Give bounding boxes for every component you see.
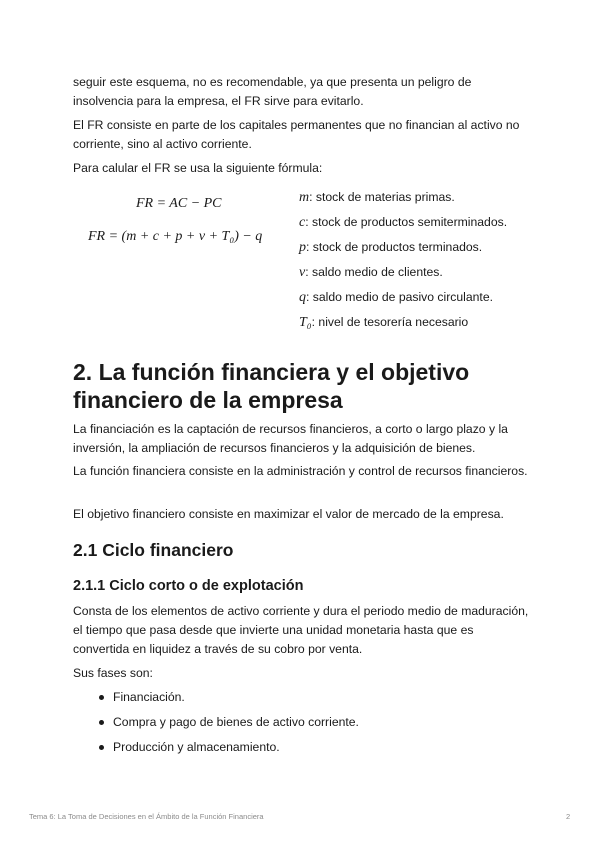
subsection-title-ciclo-financiero: 2.1 Ciclo financiero: [73, 540, 234, 560]
definition-symbol: p: [299, 240, 306, 255]
definition-text: : saldo medio de pasivo circulante.: [306, 290, 493, 304]
phases-list: [73, 688, 359, 763]
paragraph-fr-definition: El FR consiste en parte de los capitales permanentes que no financian al activo no corriente, sino al activo corriente.: [73, 118, 520, 151]
paragraph-intro: seguir este esquema, no es recomendable, ya que presenta un peligro de insolvencia para la empresa, el FR sirve para evitarlo.: [73, 75, 472, 108]
definition-symbol: T₀: [299, 315, 312, 330]
definition-q: [299, 287, 507, 312]
definition-text: : saldo medio de clientes.: [305, 265, 443, 279]
subsubsection-title-ciclo-corto: 2.1.1 Ciclo corto o de explotación: [73, 578, 304, 594]
formula-fr-expanded: FR = (m + c + p + v + T₀) − q: [88, 229, 263, 244]
paragraph-formula-intro: Para calular el FR se usa la siguiente fórmula:: [73, 161, 323, 175]
definition-symbol: q: [299, 290, 306, 305]
definition-m: [299, 187, 507, 212]
list-item: Compra y pago de bienes de activo corriente.: [73, 713, 359, 738]
definition-c: [299, 212, 507, 237]
page-number: 2: [566, 812, 571, 821]
footer-title: Tema 6: La Toma de Decisiones en el Ámbito de la Función Financiera: [29, 812, 264, 821]
paragraph-funcion-financiera: La función financiera consiste en la administración y control de recursos financieros.: [73, 464, 528, 478]
paragraph-ciclo-corto: Consta de los elementos de activo corriente y dura el periodo medio de maduración, el tiempo que pasa desde que invierte una unidad monetaria hasta que es convertida en liquidez a través de su cobro por venta.: [73, 604, 529, 656]
paragraph-financiacion: La financiación es la captación de recursos financieros, a corto o largo plazo y la inversión, la ampliación de recursos financieros y la adquisición de bienes.: [73, 422, 508, 455]
definition-symbol: c: [299, 215, 306, 230]
section-title-funcion-financiera: 2. La función financiera y el objetivo financiero de la empresa: [73, 359, 470, 413]
formula-definitions: [299, 187, 507, 337]
formula-fr-ac-pc: FR = AC − PC: [136, 196, 222, 211]
paragraph-fases: Sus fases son:: [73, 666, 153, 680]
definition-text: : stock de productos terminados.: [306, 240, 483, 254]
definition-text: : stock de materias primas.: [309, 190, 455, 204]
definition-symbol: v: [299, 265, 306, 280]
list-item: Financiación.: [73, 688, 359, 713]
definition-p: [299, 237, 507, 262]
paragraph-objetivo-financiero: El objetivo financiero consiste en maximizar el valor de mercado de la empresa.: [73, 507, 504, 521]
definition-v: [299, 262, 507, 287]
definition-t0: [299, 312, 507, 337]
definition-text: : stock de productos semiterminados.: [305, 215, 508, 229]
list-item: Producción y almacenamiento.: [73, 738, 359, 763]
definition-symbol: m: [299, 190, 310, 205]
definition-text: : nivel de tesorería necesario: [311, 315, 469, 329]
